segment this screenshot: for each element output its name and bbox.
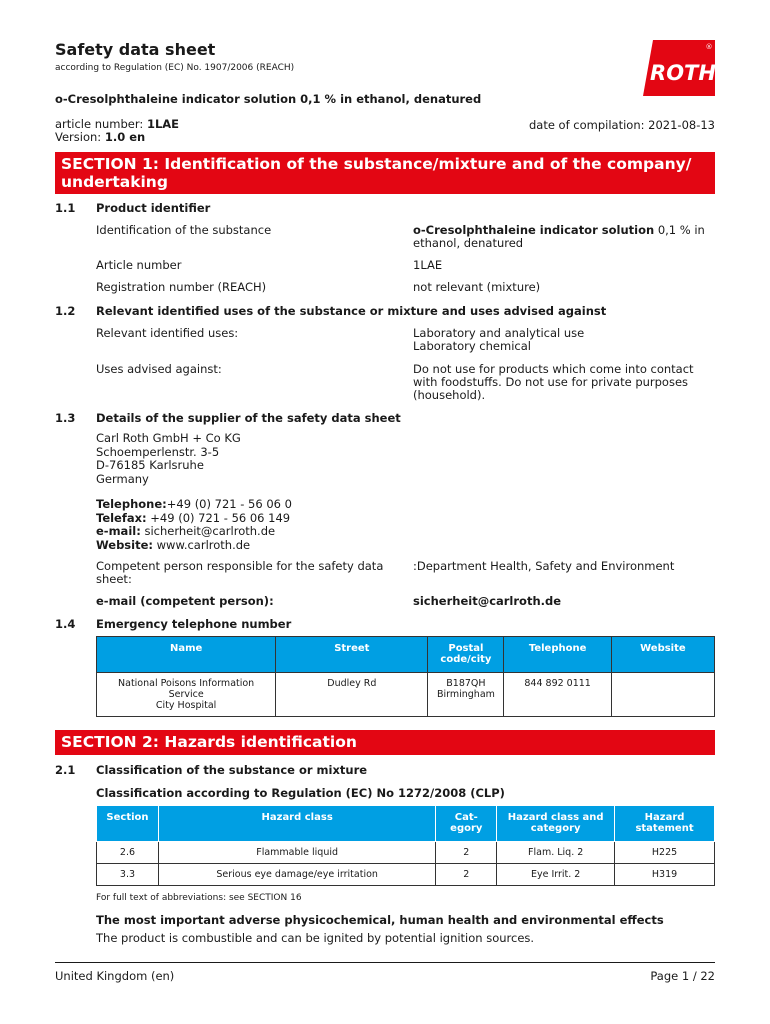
street: Schoemperlenstr. 3-5 — [96, 444, 220, 459]
subsection-heading: Emergency telephone number — [96, 617, 292, 631]
identification-label: Identification of the substance — [96, 223, 272, 237]
city: D-76185 Karlsruhe — [96, 458, 204, 472]
table-cell: Eye Irrit. 2 — [497, 864, 615, 886]
column-header: Name — [97, 637, 276, 673]
table-cell: H319 — [615, 864, 715, 886]
email-label: e-mail: — [96, 524, 141, 538]
document-subtitle: according to Regulation (EC) No. 1907/2006 (REACH) — [55, 63, 295, 73]
article-version-block — [55, 118, 179, 144]
table-cell: 2 — [436, 842, 497, 864]
article-value: 1LAE — [146, 117, 180, 131]
table-cell: 2 — [436, 864, 497, 886]
postal-line: Birmingham — [436, 689, 495, 700]
page-number: Page 1 / 22 — [650, 969, 715, 983]
compilation-date: date of compilation: 2021-08-13 — [528, 118, 715, 132]
section-number: 1.3 — [55, 411, 76, 425]
name-line: Service — [168, 689, 204, 700]
section2-title: SECTION 2: Hazards identification — [55, 730, 715, 755]
roth-logo-icon — [643, 40, 715, 96]
uses-advised-against-label: Uses advised against: — [96, 362, 222, 376]
table-cell: Serious eye damage/eye irritation — [158, 864, 435, 886]
name-line: National Poisons Information — [118, 678, 255, 689]
competent-person-value: :Department Health, Safety and Environment — [413, 559, 675, 573]
document-title: Safety data sheet — [55, 40, 216, 59]
section-number: 1.1 — [55, 201, 76, 215]
table-cell: H225 — [615, 842, 715, 864]
table-cell — [611, 673, 714, 717]
column-header: Hazard class and category — [497, 806, 615, 842]
website-link[interactable]: www.carlroth.de — [153, 537, 251, 552]
website-label: Website: — [96, 537, 153, 552]
competent-email-label: e-mail (competent person): — [96, 594, 274, 608]
product-name: o-Cresolphthaleine indicator solution 0,1 % in ethanol, denatured — [55, 92, 482, 106]
abbreviation-note: For full text of abbreviations: see SECTION 16 — [96, 893, 302, 903]
use-line: Laboratory and analytical use — [413, 326, 585, 340]
article-number-label: Article number — [96, 258, 182, 272]
effects-heading: The most important adverse physicochemical, human health and environmental effects — [96, 913, 664, 927]
hazard-classification-table — [96, 805, 715, 886]
column-header: Telephone — [504, 637, 611, 673]
postal-line: B187QH — [446, 678, 486, 689]
identified-uses-label: Relevant identified uses: — [96, 326, 239, 340]
registration-value: not relevant (mixture) — [413, 280, 541, 294]
footer-divider — [55, 962, 715, 963]
table-cell: 3.3 — [97, 864, 159, 886]
column-header: Hazard class — [158, 806, 435, 842]
email-link[interactable]: sicherheit@carlroth.de — [140, 524, 276, 538]
table-cell: 844 892 0111 — [504, 673, 611, 717]
table-row — [97, 842, 715, 864]
subsection-heading: Relevant identified uses of the substance or mixture and uses advised against — [96, 304, 607, 318]
table-cell — [428, 673, 504, 717]
registration-label: Registration number (REACH) — [96, 280, 267, 294]
competent-person-label: Competent person responsible for the safety data sheet: — [96, 559, 384, 586]
table-cell: Dudley Rd — [276, 673, 428, 717]
table-header-row — [97, 806, 715, 842]
column-header: Website — [611, 637, 714, 673]
effects-text: The product is combustible and can be ignited by potential ignition sources. — [96, 931, 535, 945]
use-line: Laboratory chemical — [413, 339, 531, 353]
column-header: Hazard statement — [615, 806, 715, 842]
supplier-contacts — [96, 498, 292, 552]
logo-text: ROTH — [650, 61, 715, 85]
column-header: Cat-egory — [436, 806, 497, 842]
telephone-label: Telephone: — [96, 497, 167, 511]
article-number-value: 1LAE — [413, 258, 443, 272]
table-cell: 2.6 — [97, 842, 159, 864]
column-header: Street — [276, 637, 428, 673]
registered-mark: ® — [705, 43, 713, 51]
emergency-telephone-table — [96, 636, 715, 717]
subsection-heading: Product identifier — [96, 201, 211, 215]
identification-value-rest: 0,1 % in ethanol, denatured — [413, 223, 705, 250]
subsection-heading: Details of the supplier of the safety data sheet — [96, 411, 401, 425]
company-name: Carl Roth GmbH + Co KG — [96, 431, 241, 445]
telephone-value: +49 (0) 721 - 56 06 0 — [166, 497, 292, 511]
telefax-label: Telefax: — [96, 510, 147, 525]
competent-email-link[interactable]: sicherheit@carlroth.de — [413, 594, 562, 608]
classification-subheading: Classification according to Regulation (EC) No 1272/2008 (CLP) — [96, 786, 505, 800]
identification-value-bold: o-Cresolphthaleine indicator solution — [413, 223, 655, 237]
version-label: Version: — [55, 130, 105, 144]
column-header: Postal code/city — [428, 637, 504, 673]
section-number: 2.1 — [55, 763, 76, 777]
name-line: City Hospital — [155, 700, 217, 711]
footer-locale: United Kingdom (en) — [55, 969, 175, 983]
uses-advised-against-value: Do not use for products which come into contact with foodstuffs. Do not use for private purposes (household). — [413, 362, 694, 402]
table-row — [97, 673, 715, 717]
column-header: Section — [97, 806, 159, 842]
table-cell: Flammable liquid — [158, 842, 435, 864]
section1-title: SECTION 1: Identification of the substance/mixture and of the company/ undertaking — [55, 152, 715, 194]
table-cell — [97, 673, 276, 717]
article-label: article number: — [55, 117, 147, 131]
subsection-heading: Classification of the substance or mixture — [96, 763, 368, 777]
supplier-address — [96, 432, 241, 486]
identification-value — [413, 224, 715, 250]
table-cell: Flam. Liq. 2 — [497, 842, 615, 864]
identified-uses-value — [413, 327, 715, 353]
table-row — [97, 864, 715, 886]
telefax-value: +49 (0) 721 - 56 06 149 — [146, 510, 291, 525]
table-header-row — [97, 637, 715, 673]
roth-logo — [643, 40, 715, 96]
section-number: 1.2 — [55, 304, 76, 318]
section-number: 1.4 — [55, 617, 76, 631]
country: Germany — [96, 471, 149, 486]
version-value: 1.0 en — [104, 130, 146, 144]
